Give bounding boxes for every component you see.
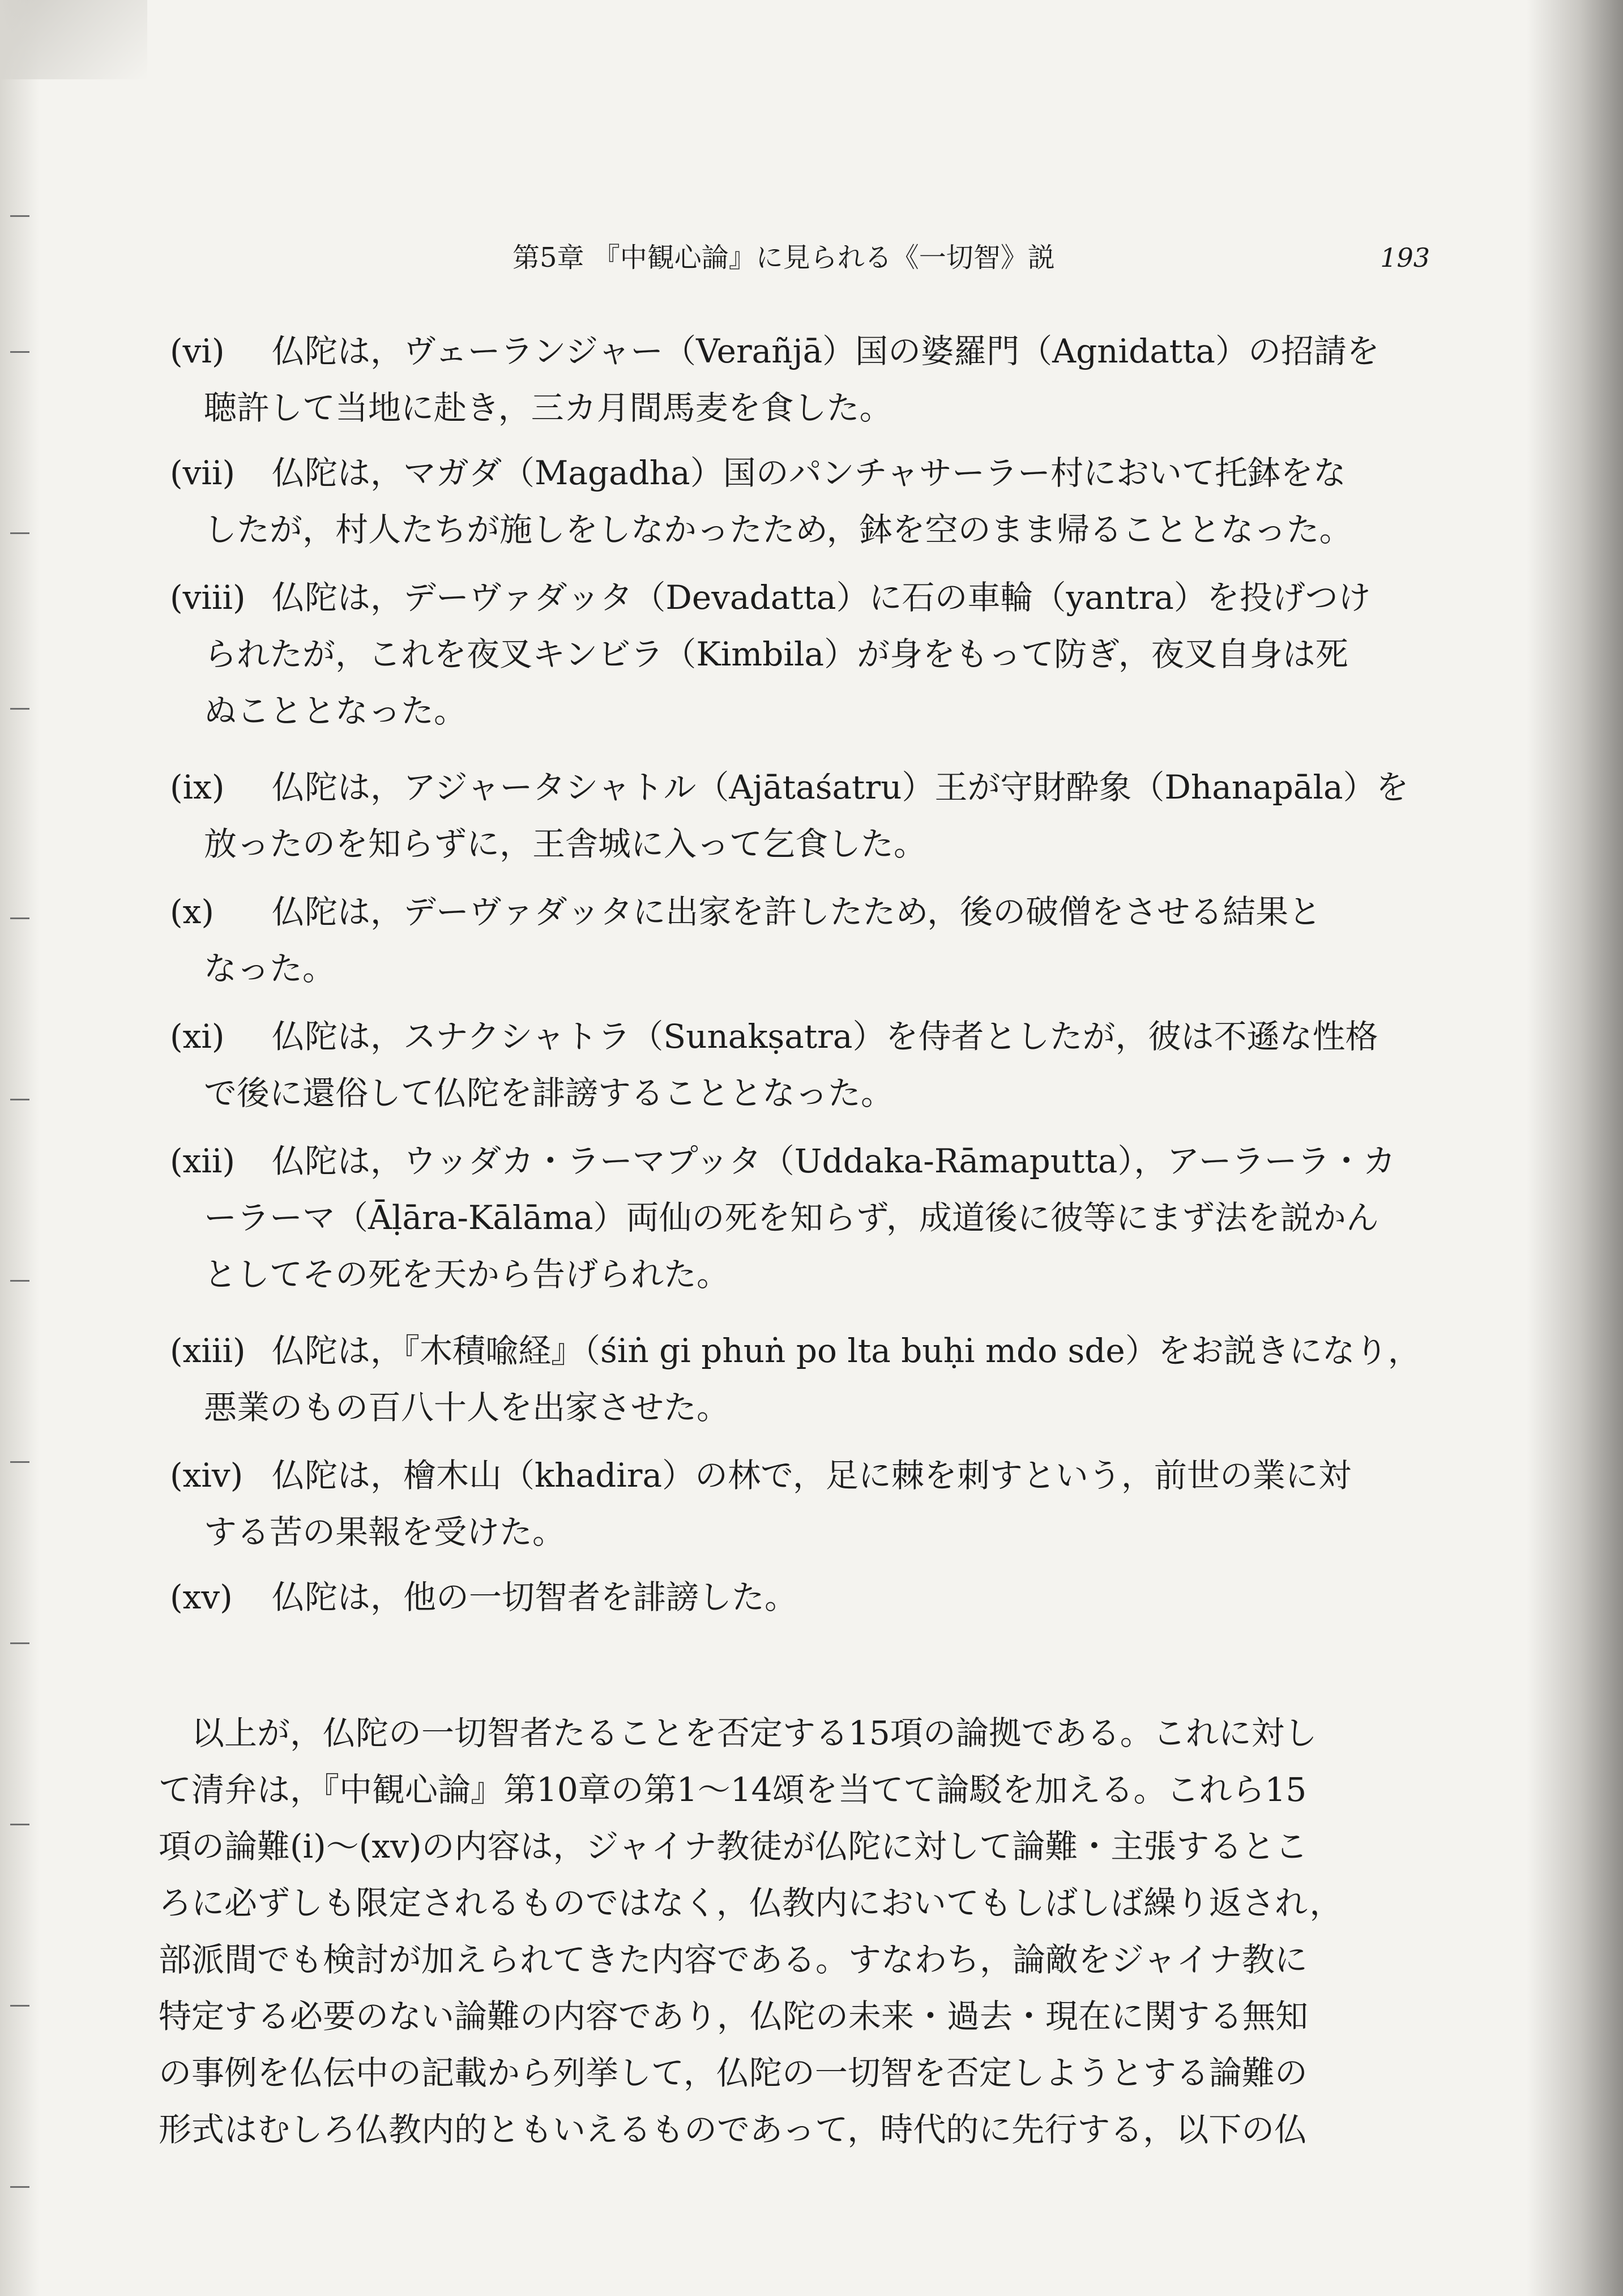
paragraph-line: 部派間でも検討が加えられてきた内容である。すなわち，論敵をジャイナ教に	[159, 1940, 1308, 1979]
margin-tick	[10, 917, 29, 919]
item-number: (xi)	[170, 1017, 225, 1056]
paragraph-line: の事例を仏伝中の記載から列挙して，仏陀の一切智を否定しようとする論難の	[159, 2054, 1308, 2092]
list-item	[170, 1322, 1472, 1436]
item-number: (x)	[170, 893, 214, 931]
item-line: 聴許して当地に赴き，三カ月間馬麦を食した。	[204, 389, 892, 427]
item-line: 仏陀は，ヴェーランジャー（Verañjā）国の婆羅門（Agnidatta）の招請を	[272, 332, 1379, 370]
page-number: 193	[1380, 242, 1430, 273]
item-number: (xii)	[170, 1142, 236, 1180]
list-item	[170, 759, 1472, 872]
item-line: 仏陀は，アジャータシャトル（Ajātaśatru）王が守財酔象（Dhanapāla）を	[272, 768, 1409, 806]
item-line: 仏陀は，檜木山（khadira）の林で，足に棘を刺すという，前世の業に対	[272, 1456, 1351, 1495]
margin-tick	[10, 1461, 29, 1463]
item-line: する苦の果報を受けた。	[204, 1513, 566, 1551]
paragraph-line: て清弁は，『中観心論』第10章の第1～14頌を当てて論駁を加える。これら15	[159, 1770, 1307, 1809]
list-item	[170, 1008, 1472, 1121]
list-item	[170, 884, 1472, 997]
list-item	[170, 445, 1472, 558]
item-line: 仏陀は，ウッダカ・ラーマプッタ（Uddaka-Rāmaputta），アーラーラ・カ	[272, 1142, 1396, 1180]
item-number: (vii)	[170, 454, 236, 492]
margin-tick	[10, 1642, 29, 1644]
item-line: で後に還俗して仏陀を誹謗することとなった。	[204, 1074, 894, 1112]
item-number: (viii)	[170, 578, 246, 617]
margin-tick	[10, 708, 29, 710]
item-line: ーラーマ（Āḷāra-Kālāma）両仙の死を知らず，成道後に彼等にまず法を説かん	[204, 1198, 1379, 1237]
item-line: 仏陀は，『木積喩経』（śiṅ gi phuṅ po lta buḥi mdo sde）をお説きになり，	[272, 1331, 1421, 1370]
item-number: (xiv)	[170, 1456, 244, 1495]
margin-tick	[10, 532, 29, 534]
scan-shadow-right	[1527, 0, 1623, 2296]
scan-shadow-left	[0, 0, 40, 2296]
paragraph-line: 項の論難(i)～(xv)の内容は，ジャイナ教徒が仏陀に対して論難・主張するとこ	[159, 1827, 1308, 1866]
margin-tick	[10, 2005, 29, 2007]
item-line: 放ったのを知らずに，王舎城に入って乞食した。	[204, 825, 927, 863]
margin-tick	[10, 2186, 29, 2188]
item-number: (xv)	[170, 1578, 233, 1616]
margin-tick	[10, 1099, 29, 1100]
item-line: ぬこととなった。	[204, 692, 467, 730]
list-item	[170, 1447, 1472, 1560]
running-head: 第5章 『中観心論』に見られる《一切智》説	[512, 242, 1055, 274]
item-line: 仏陀は，デーヴァダッタに出家を許したため，後の破僧をさせる結果と	[272, 893, 1322, 931]
item-number: (xiii)	[170, 1331, 246, 1370]
item-line: られたが，これを夜叉キンビラ（Kimbila）が身をもって防ぎ，夜叉自身は死	[204, 635, 1348, 673]
list-item	[170, 1569, 1472, 1625]
margin-tick	[10, 351, 29, 353]
item-number: (ix)	[170, 768, 225, 806]
item-line: 悪業のもの百八十人を出家させた。	[204, 1388, 730, 1427]
margin-tick	[10, 1824, 29, 1825]
item-line: なった。	[204, 949, 336, 988]
item-line: したが，村人たちが施しをしなかったため，鉢を空のまま帰ることとなった。	[204, 510, 1352, 549]
item-number: (vi)	[170, 332, 225, 370]
item-line: 仏陀は，デーヴァダッタ（Devadatta）に石の車輪（yantra）を投げつけ	[272, 578, 1371, 617]
body-paragraph	[159, 1705, 1472, 2158]
item-line: 仏陀は，スナクシャトラ（Sunakṣatra）を侍者としたが，彼は不遜な性格	[272, 1017, 1378, 1056]
page-header	[512, 238, 1430, 283]
margin-tick	[10, 1280, 29, 1282]
paragraph-line: 以上が，仏陀の一切智者たることを否定する15項の論拠である。これに対し	[191, 1714, 1317, 1752]
paragraph-line: 特定する必要のない論難の内容であり，仏陀の未来・過去・現在に関する無知	[159, 1997, 1309, 2035]
item-line: 仏陀は，マガダ（Magadha）国のパンチャサーラー村において托鉢をな	[272, 454, 1346, 492]
item-line: 仏陀は，他の一切智者を誹謗した。	[272, 1578, 798, 1616]
list-item	[170, 1133, 1472, 1303]
list-item	[170, 569, 1472, 739]
paragraph-line: ろに必ずしも限定されるものではなく，仏教内においてもしばしば繰り返され，	[159, 1884, 1343, 1922]
paragraph-line: 形式はむしろ仏教内的ともいえるものであって，時代的に先行する，以下の仏	[159, 2110, 1308, 2149]
list-item	[170, 323, 1472, 436]
item-line: としてその死を天から告げられた。	[204, 1255, 730, 1294]
margin-tick	[10, 215, 29, 217]
